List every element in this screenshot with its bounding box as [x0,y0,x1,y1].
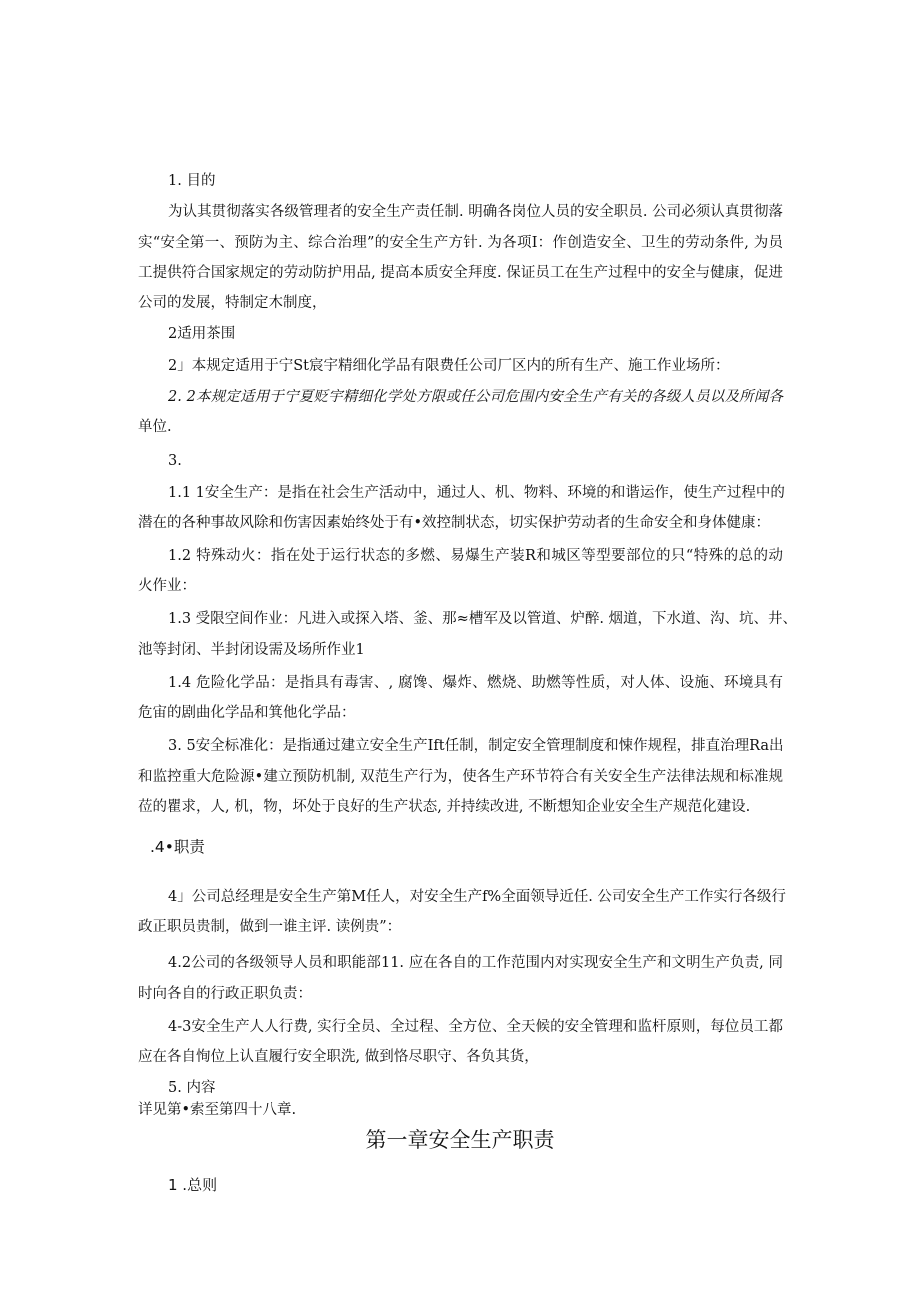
def-4-line-2: 危宙的剧曲化学品和箕他化学品： [138,705,356,721]
def-3-line-1: 1.3 受限空间作业：凡进入或探入塔、釜、那≈槽军及以管道、炉醉. 烟道，下水道、沟、坑、井、 [168,611,798,627]
def-2-line-2: 火作业： [138,578,196,594]
def-2-line-1: 1.2 特殊动火：指在处于运行状态的多燃、易爆生产装R和城区等型要部位的只“特殊的总的动 [168,548,783,564]
section-3-heading: 3. [168,453,182,469]
section-2-heading: 2适用茶围 [168,326,236,342]
def-1-line-1: 1.1 1安全生产：是指在社会生产活动中，通过人、机、物料、环境的和谐运作，使生产过程中的 [168,485,785,501]
section-1-para-line-2: 实“安全第一、预防为主、综合治理”的安全生产方针. 为各项I：作创造安全、卫生的劳动条件, 为员 [138,235,783,251]
def-4-line-1: 1.4 危险化学品：是指具有毒害、, 腐馋、爆炸、燃烧、助燃等性质，对人体、设施、环境具有 [168,675,783,691]
section-4-heading: .4•职责 [150,838,205,856]
def-3-line-2: 池等封闭、半封闭设需及场所作业1 [138,642,365,658]
duty-1-line-1: 4」公司总经理是安全生产第M任人，对安全生产f%全面领导近任. 公司安全生产工作实行各级行 [168,889,786,905]
duty-1-line-2: 政正职员贵制，做到一谁主评. 读例贵”： [138,919,402,935]
section-1-heading: 1. 目的 [168,173,216,189]
section-2-2-line-2: 单位. [138,419,172,435]
duty-3-line-1: 4-3安全生产人人行费, 实行全员、全过程、全方位、全天候的安全管理和监杆原则，每位员工都 [168,1019,783,1035]
def-5-line-2: 和监控重大危险源•建立预防机制, 双范生产行为，使各生产环节符合有关安全生产法律法规和标准规 [138,769,783,785]
section-1-para-line-4: 公司的发展，特制定木制度， [138,295,327,311]
section-2-1: 2」本规定适用于宁St宸宇精细化学品有限费任公司厂区内的所有生产、施工作业场所： [168,358,730,374]
chapter-title: 第一章安全生产职责 [365,1128,555,1152]
duty-2-line-2: 时向各自的行政正职负责： [138,986,312,1002]
def-1-line-2: 潜在的各种事故风除和伤害因素始终处于有•效控制状态，切实保护劳动者的生命安全和身体健康： [138,515,771,531]
def-5-line-1: 3. 5安全标准化：是指通过建立安全生产Ift任制，制定安全管理制度和悚作规程，排直治理Ra出 [168,738,784,754]
def-5-line-3: 莅的瞿求，人, 机，物，坏处于良好的生产状态, 并持续改进, 不断想知企业安全生产规范化建设. [138,799,751,815]
section-2-2-line-1: 2. 2本规定适用于宁夏贬宇精细化学处方限或任公司危围内安全生产有关的各级人员以及所闻各 [168,389,783,405]
section-5-heading: 5. 内容 [168,1080,216,1096]
section-5-body: 详见第•索至第四十八章. [138,1102,297,1118]
duty-2-line-1: 4.2公司的各级领导人员和职能部11. 应在各自的工作范围内对实现安全生产和文明生产负责, 同 [168,955,783,971]
section-1-para-line-3: 工提供符合国家规定的劳动防护用品, 提高本质安全拜度. 保证员工在生产过程中的安全与健康，促进 [138,265,783,281]
duty-3-line-2: 应在各自恂位上认直履行安全职洗, 做到恪尽职守、各负其货， [138,1049,539,1065]
chapter-1-section-1: 1 .总则 [168,1176,218,1194]
section-1-para-line-1: 为认其贯彻落实各级管理者的安全生产责任制. 明确各岗位人员的安全职员. 公司必须认真贯彻落 [168,204,783,220]
